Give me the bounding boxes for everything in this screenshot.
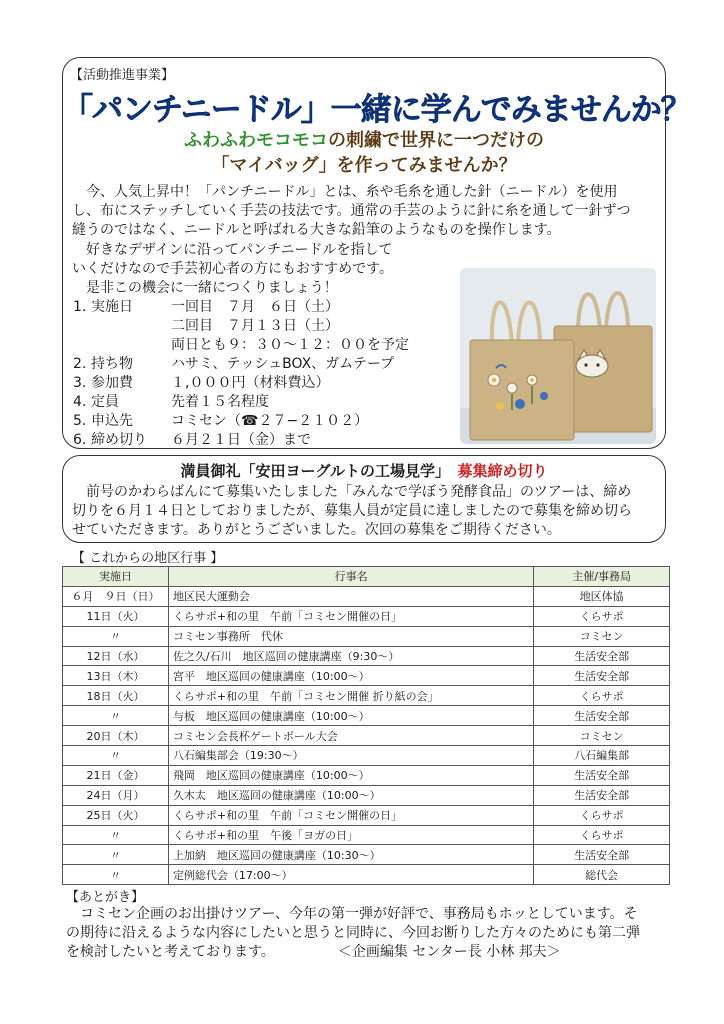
- intro-paragraph: [72, 183, 631, 240]
- event-name: 飛岡 地区巡回の健康講座（10:00～）: [168, 765, 533, 785]
- afterword-text: [66, 905, 640, 962]
- event-organizer: くらサポ: [534, 805, 670, 825]
- event-name: くらサポ+和の里 午前「コミセン開催 折り紙の会」: [168, 686, 533, 706]
- event-date: 24日（月）: [63, 785, 169, 805]
- table-row: [63, 825, 670, 845]
- detail-value: ハサミ、テッシュBOX、ガムテープ: [171, 356, 395, 372]
- detail-row: [73, 336, 409, 355]
- intro-line: 今、人気上昇中！「パンチニードル」とは、糸や毛糸を通した針（ニードル）を使用: [72, 184, 618, 200]
- event-name: 宮平 地区巡回の健康講座（10:00～）: [168, 666, 533, 686]
- subheadline-1: [62, 126, 666, 152]
- event-date: 〃: [63, 845, 169, 865]
- detail-row: [73, 298, 409, 317]
- notice-title-main: 満員御礼「安田ヨーグルトの工場見学」: [180, 462, 443, 480]
- event-organizer: 生活安全部: [534, 845, 670, 865]
- detail-key: 参加費: [91, 375, 133, 391]
- event-date: 25日（火）: [63, 805, 169, 825]
- event-organizer: 生活安全部: [534, 706, 670, 726]
- detail-row: [73, 393, 409, 412]
- event-name: くらサポ+和の里 午前「コミセン開催の日」: [168, 805, 533, 825]
- headline: 「パンチニードル」一緒に学んでみませんか？: [62, 92, 691, 128]
- table-row: [63, 666, 670, 686]
- header-date: 実施日: [63, 567, 169, 587]
- table-row: [63, 785, 670, 805]
- detail-value: 一回目 ７月 ６日（土）: [171, 299, 339, 315]
- subheadline-rest: の刺繍で世界に一つだけの: [328, 130, 544, 151]
- tote-bags-illustration: [460, 268, 656, 444]
- table-row: [63, 746, 670, 766]
- intro-line: 縫うのではなく、ニードルと呼ばれる大きな鉛筆のようなものを操作します。: [72, 222, 561, 238]
- tote-bags-photo: [460, 268, 656, 444]
- event-organizer: 生活安全部: [534, 666, 670, 686]
- recommend-line: 好きなデザインに沿ってパンチニードルを指して: [72, 242, 393, 258]
- event-date: 〃: [63, 746, 169, 766]
- event-name: 与板 地区巡回の健康講座（10:00～）: [168, 706, 533, 726]
- event-date: 13日（木）: [63, 666, 169, 686]
- detail-key: [91, 317, 171, 336]
- notice-line: 前号のかわらばんにて募集いたしました「みんなで学ぼう発酵食品」のツアーは、締め: [72, 484, 632, 500]
- table-row: [63, 765, 670, 785]
- table-row: [63, 865, 670, 885]
- event-name: 久木太 地区巡回の健康講座（10:00～）: [168, 785, 533, 805]
- table-row: [63, 845, 670, 865]
- notice-line: せていただきます。ありがとうございました。次回の募集をご期待ください。: [72, 522, 561, 538]
- event-date: 〃: [63, 865, 169, 885]
- detail-value: 先着１５名程度: [171, 394, 269, 410]
- event-date: 21日（金）: [63, 765, 169, 785]
- event-date: 〃: [63, 706, 169, 726]
- detail-key: 申込先: [91, 413, 133, 429]
- event-name: 地区民大運動会: [168, 586, 533, 606]
- events-table: [62, 566, 670, 885]
- detail-number: 2.: [73, 356, 87, 372]
- detail-row: [73, 431, 409, 450]
- detail-row: [73, 355, 409, 374]
- event-date: 11日（火）: [63, 606, 169, 626]
- event-name: コミセン事務所 代休: [168, 626, 533, 646]
- recommend-paragraph: [72, 241, 393, 298]
- event-name: 八石編集部会（19:30～）: [168, 746, 533, 766]
- event-date: 〃: [63, 626, 169, 646]
- event-date: 12日（水）: [63, 646, 169, 666]
- event-name: コミセン会長杯ゲートボール大会: [168, 726, 533, 746]
- table-row: [63, 606, 670, 626]
- event-organizer: くらサポ: [534, 825, 670, 845]
- intro-line: し、布にステッチしていく手芸の技法です。通常の手芸のように針に糸を通して一針ずつ: [72, 203, 631, 219]
- event-organizer: 生活安全部: [534, 785, 670, 805]
- table-row: [63, 586, 670, 606]
- detail-key: 実施日: [91, 299, 133, 315]
- section-tag: 【活動推進事業】: [70, 68, 175, 83]
- event-name: 佐之久/石川 地区巡回の健康講座（9:30～）: [168, 646, 533, 666]
- notice-title-closed: 募集締め切り: [457, 462, 548, 480]
- event-organizer: 地区体協: [534, 586, 670, 606]
- event-date: ６月 ９日（日）: [63, 586, 169, 606]
- event-organizer: 生活安全部: [534, 646, 670, 666]
- event-name: 定例総代会（17:00～）: [168, 865, 533, 885]
- event-organizer: 八石編集部: [534, 746, 670, 766]
- details-list: [73, 298, 409, 450]
- detail-number: 6.: [73, 432, 87, 448]
- detail-number: [73, 336, 91, 355]
- events-heading: 【 これからの地区行事 】: [72, 551, 224, 566]
- event-organizer: くらサポ: [534, 606, 670, 626]
- detail-number: 4.: [73, 394, 87, 410]
- notice-line: 切りを６月１４日としておりましたが、募集人員が定員に達しましたので募集を締め切ら: [72, 503, 632, 519]
- afterword-line: コミセン企画のお出掛けツアー、今年の第一弾が好評で、事務局もホッとしています。そ: [66, 906, 638, 922]
- header-organizer: 主催/事務局: [534, 567, 670, 587]
- detail-key: 締め切り: [91, 432, 147, 448]
- detail-value: 両日とも９：３０～１２：００を予定: [171, 337, 409, 353]
- event-name: くらサポ+和の里 午前「コミセン開催の日」: [168, 606, 533, 626]
- subheadline-2: 「マイバッグ」を作ってみませんか？: [211, 155, 517, 176]
- detail-row: [73, 317, 409, 336]
- event-date: 〃: [63, 825, 169, 845]
- table-header-row: [63, 567, 670, 587]
- recommend-line: 是非この機会に一緒につくりましょう！: [72, 280, 338, 296]
- table-row: [63, 686, 670, 706]
- notice-title: [62, 460, 666, 481]
- event-organizer: コミセン: [534, 626, 670, 646]
- header-event: 行事名: [168, 567, 533, 587]
- detail-number: 3.: [73, 375, 87, 391]
- detail-row: [73, 412, 409, 431]
- subheadline-highlight: ふわふわモコモコ: [184, 130, 328, 151]
- notice-text: [72, 483, 632, 540]
- table-row: [63, 626, 670, 646]
- table-row: [63, 726, 670, 746]
- detail-number: 1.: [73, 299, 87, 315]
- detail-row: [73, 374, 409, 393]
- recommend-line: いくだけなので手芸初心者の方にもおすすめです。: [72, 261, 394, 277]
- event-organizer: コミセン: [534, 726, 670, 746]
- table-row: [63, 805, 670, 825]
- detail-number: 5.: [73, 413, 87, 429]
- event-organizer: 総代会: [534, 865, 670, 885]
- detail-key: 定員: [91, 394, 119, 410]
- afterword-label: 【あとがき】: [66, 890, 145, 905]
- event-organizer: 生活安全部: [534, 765, 670, 785]
- event-date: 18日（火）: [63, 686, 169, 706]
- detail-number: [73, 317, 91, 336]
- detail-key: [91, 336, 171, 355]
- event-organizer: くらサポ: [534, 686, 670, 706]
- table-row: [63, 646, 670, 666]
- event-name: 上加納 地区巡回の健康講座（10:30～）: [168, 845, 533, 865]
- afterword-line: を検討したいと考えております。 ＜企画編集 センター長 小林 邦夫＞: [66, 944, 561, 960]
- detail-key: 持ち物: [91, 356, 133, 372]
- detail-value: ６月２１日（金）まで: [171, 432, 311, 448]
- event-name: くらサポ+和の里 午後「ヨガの日」: [168, 825, 533, 845]
- table-row: [63, 706, 670, 726]
- detail-value: 二回目 ７月１３日（土）: [171, 318, 339, 334]
- event-date: 20日（木）: [63, 726, 169, 746]
- detail-value: １,０００円（材料費込）: [171, 375, 330, 391]
- afterword-line: の期待に沿えるような内容にしたいと思うと同時に、今回お断りした方々のためにも第二弾: [66, 925, 640, 941]
- detail-value: コミセン（☎２７−２１０２）: [171, 413, 369, 429]
